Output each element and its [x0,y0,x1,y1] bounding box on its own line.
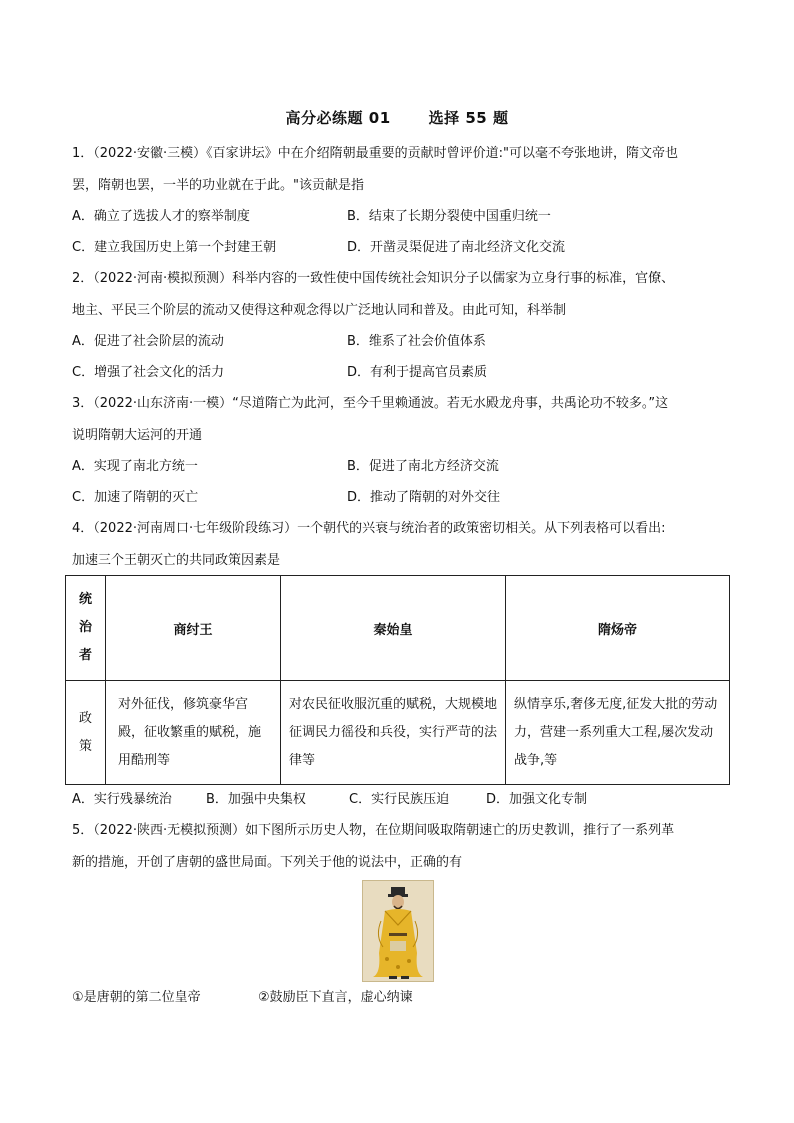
q3-option-a[interactable]: A．实现了南北方统一 [72,459,198,474]
q4-option-b[interactable]: B．加强中央集权 [206,792,306,807]
q3-option-b[interactable]: B．促进了南北方经济交流 [347,459,499,474]
table-header-shang-zhou: 商纣王 [106,576,281,681]
q4-stem-line1: 4．（2022·河南周口·七年级阶段练习）一个朝代的兴衰与统治者的政策密切相关。从下列表格可以看出: [72,521,666,536]
q2-option-d[interactable]: D．有利于提高官员素质 [347,365,488,380]
table-rowhead-policy: 政 策 [66,681,106,785]
table-cell-shang-zhou: 对外征伐，修筑豪华宫殿，征收繁重的赋税，施用酷刑等 [106,681,281,785]
q1-stem-line1: 1．（2022·安徽·三模）《百家讲坛》中在介绍隋朝最重要的贡献时曾评价道:"可以毫不夸张地讲，隋文帝也 [72,146,678,161]
table-header-sui-yangdi: 隋炀帝 [506,576,730,681]
q2-option-b[interactable]: B．维系了社会价值体系 [347,334,486,349]
q1-option-a[interactable]: A．确立了选拔人才的察举制度 [72,209,250,224]
emperor-portrait-image [362,880,434,982]
q1-option-d[interactable]: D．开凿灵渠促进了南北经济文化交流 [347,240,566,255]
table-row [66,681,730,785]
q2-stem-line1: 2．（2022·河南·模拟预测）科举内容的一致性使中国传统社会知识分子以儒家为立身行事的标准，官僚、 [72,271,675,286]
table-header-qin-shihuang: 秦始皇 [281,576,506,681]
q3-option-c[interactable]: C．加速了隋朝的灭亡 [72,490,199,505]
q5-item-2: ②鼓励臣下直言，虚心纳谏 [258,990,413,1005]
q3-stem-line2: 说明隋朝大运河的开通 [72,428,203,443]
emperor-portrait-figure [363,881,433,981]
q1-option-b[interactable]: B．结束了长期分裂使中国重归统一 [347,209,551,224]
q2-option-c[interactable]: C．增强了社会文化的活力 [72,365,225,380]
table-header-row [66,576,730,681]
title-main: 高分必练题 01 [285,109,391,127]
table-cell-qin-shihuang: 对农民征收服沉重的赋税，大规模地征调民力徭役和兵役，实行严苛的法律等 [281,681,506,785]
table-rowhead-ruler: 统 治 者 [66,576,106,681]
q1-stem-line2: 罢，隋朝也罢，一半的功业就在于此。"该贡献是指 [72,178,364,193]
rulers-policy-table [65,575,730,785]
title-sub: 选择 55 题 [428,109,509,127]
q2-option-a[interactable]: A．促进了社会阶层的流动 [72,334,224,349]
q1-option-c[interactable]: C．建立我国历史上第一个封建王朝 [72,240,277,255]
table-cell-sui-yangdi: 纵情享乐,奢侈无度,征发大批的劳动力，营建一系列重大工程,屡次发动战争,等 [506,681,730,785]
q5-stem-line2: 新的措施，开创了唐朝的盛世局面。下列关于他的说法中，正确的有 [72,855,463,870]
q4-option-d[interactable]: D．加强文化专制 [486,792,588,807]
q5-item-1: ①是唐朝的第二位皇帝 [72,990,201,1005]
q5-stem-line1: 5．（2022·陕西·无模拟预测）如下图所示历史人物，在位期间吸取隋朝速亡的历史教训，推行了一系列革 [72,823,675,838]
q4-stem-line2: 加速三个王朝灭亡的共同政策因素是 [72,553,281,568]
q3-stem-line1: 3．（2022·山东济南·一模）“尽道隋亡为此河，至今千里赖通波。若无水殿龙舟事，共禹论功不较多。”这 [72,396,669,411]
q4-option-c[interactable]: C．实行民族压迫 [349,792,450,807]
q2-stem-line2: 地主、平民三个阶层的流动又使得这种观念得以广泛地认同和普及。由此可知，科举制 [72,303,567,318]
page-title [0,107,794,128]
q3-option-d[interactable]: D．推动了隋朝的对外交往 [347,490,501,505]
q4-option-a[interactable]: A．实行残暴统治 [72,792,172,807]
